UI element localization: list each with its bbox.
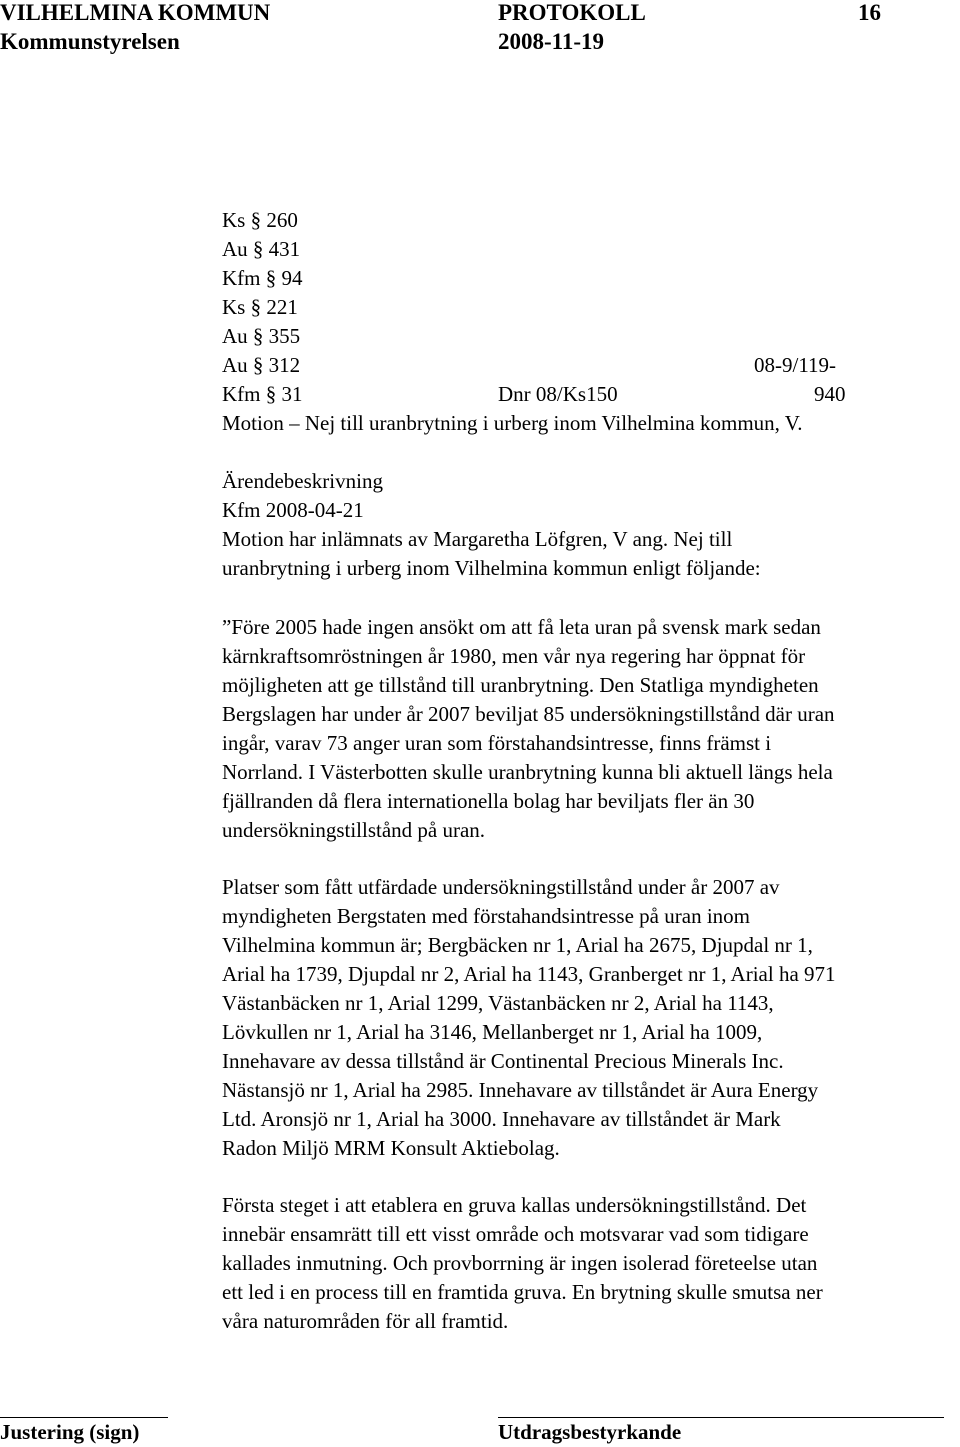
- text-line: ”Före 2005 hade ingen ansökt om att få leta uran på svensk mark sedan: [222, 615, 821, 639]
- text-line: undersökningstillstånd på uran.: [222, 818, 486, 842]
- text-line: Platser som fått utfärdade undersökningstillstånd under år 2007 av: [222, 875, 780, 899]
- justering-label: Justering (sign): [0, 1420, 140, 1444]
- first-step-paragraph: [222, 1191, 960, 1336]
- text-line: uranbrytning i urberg inom Vilhelmina kommun enligt följande:: [222, 556, 761, 580]
- text-line: Bergslagen har under år 2007 beviljat 85 undersökningstillstånd där uran: [222, 702, 835, 726]
- header-org: VILHELMINA KOMMUN: [0, 0, 271, 25]
- text-line: kallades inmutning. Och provborrning är ingen isolerad företeelse utan: [222, 1251, 818, 1275]
- text-line: Vilhelmina kommun är; Bergbäcken nr 1, Arial ha 2675, Djupdal nr 1,: [222, 933, 813, 957]
- text-line: Arial ha 1739, Djupdal nr 2, Arial ha 1143, Granberget nr 1, Arial ha 971: [222, 962, 836, 986]
- utdrag-label: Utdragsbestyrkande: [498, 1420, 682, 1444]
- text-line: innebär ensamrätt till ett visst område och motsvarar vad som tidigare: [222, 1222, 809, 1246]
- text-line: myndigheten Bergstaten med förstahandsintresse på uran inom: [222, 904, 750, 928]
- reference-item: Au § 431: [222, 237, 301, 261]
- header-body: Kommunstyrelsen: [0, 29, 180, 54]
- text-line: kärnkraftsomröstningen år 1980, men vår nya regering har öppnat för: [222, 644, 806, 668]
- text-line: våra naturområden för all framtid.: [222, 1309, 509, 1333]
- reference-item: Kfm § 94: [222, 266, 303, 290]
- dnr-number-part2: 940: [814, 382, 846, 406]
- dnr-label: Dnr 08/Ks150: [498, 382, 618, 406]
- reference-item: Ks § 221: [222, 295, 298, 319]
- text-line: möjligheten att ge tillstånd till uranbrytning. Den Statliga myndigheten: [222, 673, 819, 697]
- text-line: Västanbäcken nr 1, Arial 1299, Västanbäcken nr 2, Arial ha 1143,: [222, 991, 774, 1015]
- permits-paragraph: [222, 873, 960, 1163]
- reference-item: Ks § 260: [222, 208, 298, 232]
- intro-paragraph: [222, 525, 960, 583]
- text-line: Radon Miljö MRM Konsult Aktiebolag.: [222, 1136, 560, 1160]
- meeting-reference: Kfm 2008-04-21: [222, 498, 364, 522]
- header-page-number: 16: [858, 0, 881, 25]
- text-line: Nästansjö nr 1, Arial ha 2985. Innehavare av tillståndet är Aura Energy: [222, 1078, 819, 1102]
- text-line: fjällranden då flera internationella bolag har beviljats fler än 30: [222, 789, 755, 813]
- text-line: Motion har inlämnats av Margaretha Löfgren, V ang. Nej till: [222, 527, 733, 551]
- reference-item: Kfm § 31: [222, 382, 303, 406]
- quote-paragraph: [222, 613, 960, 845]
- document-title: Motion – Nej till uranbrytning i urberg inom Vilhelmina kommun, V.: [222, 411, 803, 435]
- dnr-number-part1: 08-9/119-: [754, 353, 837, 377]
- text-line: ingår, varav 73 anger uran som förstahandsintresse, finns främst i: [222, 731, 772, 755]
- reference-item: Au § 312: [222, 353, 301, 377]
- section-heading: Ärendebeskrivning: [222, 469, 383, 493]
- header-date: 2008-11-19: [498, 29, 605, 54]
- text-line: Norrland. I Västerbotten skulle uranbrytning kunna bli aktuell längs hela: [222, 760, 833, 784]
- text-line: Första steget i att etablera en gruva kallas undersökningstillstånd. Det: [222, 1193, 807, 1217]
- text-line: Lövkullen nr 1, Arial ha 3146, Mellanberget nr 1, Arial ha 1009,: [222, 1020, 763, 1044]
- header-doc-type: PROTOKOLL: [498, 0, 646, 25]
- reference-item: Au § 355: [222, 324, 301, 348]
- text-line: Innehavare av dessa tillstånd är Continental Precious Minerals Inc.: [222, 1049, 784, 1073]
- text-line: Ltd. Aronsjö nr 1, Arial ha 3000. Innehavare av tillståndet är Mark: [222, 1107, 781, 1131]
- text-line: ett led i en process till en framtida gruva. En brytning skulle smutsa ner: [222, 1280, 823, 1304]
